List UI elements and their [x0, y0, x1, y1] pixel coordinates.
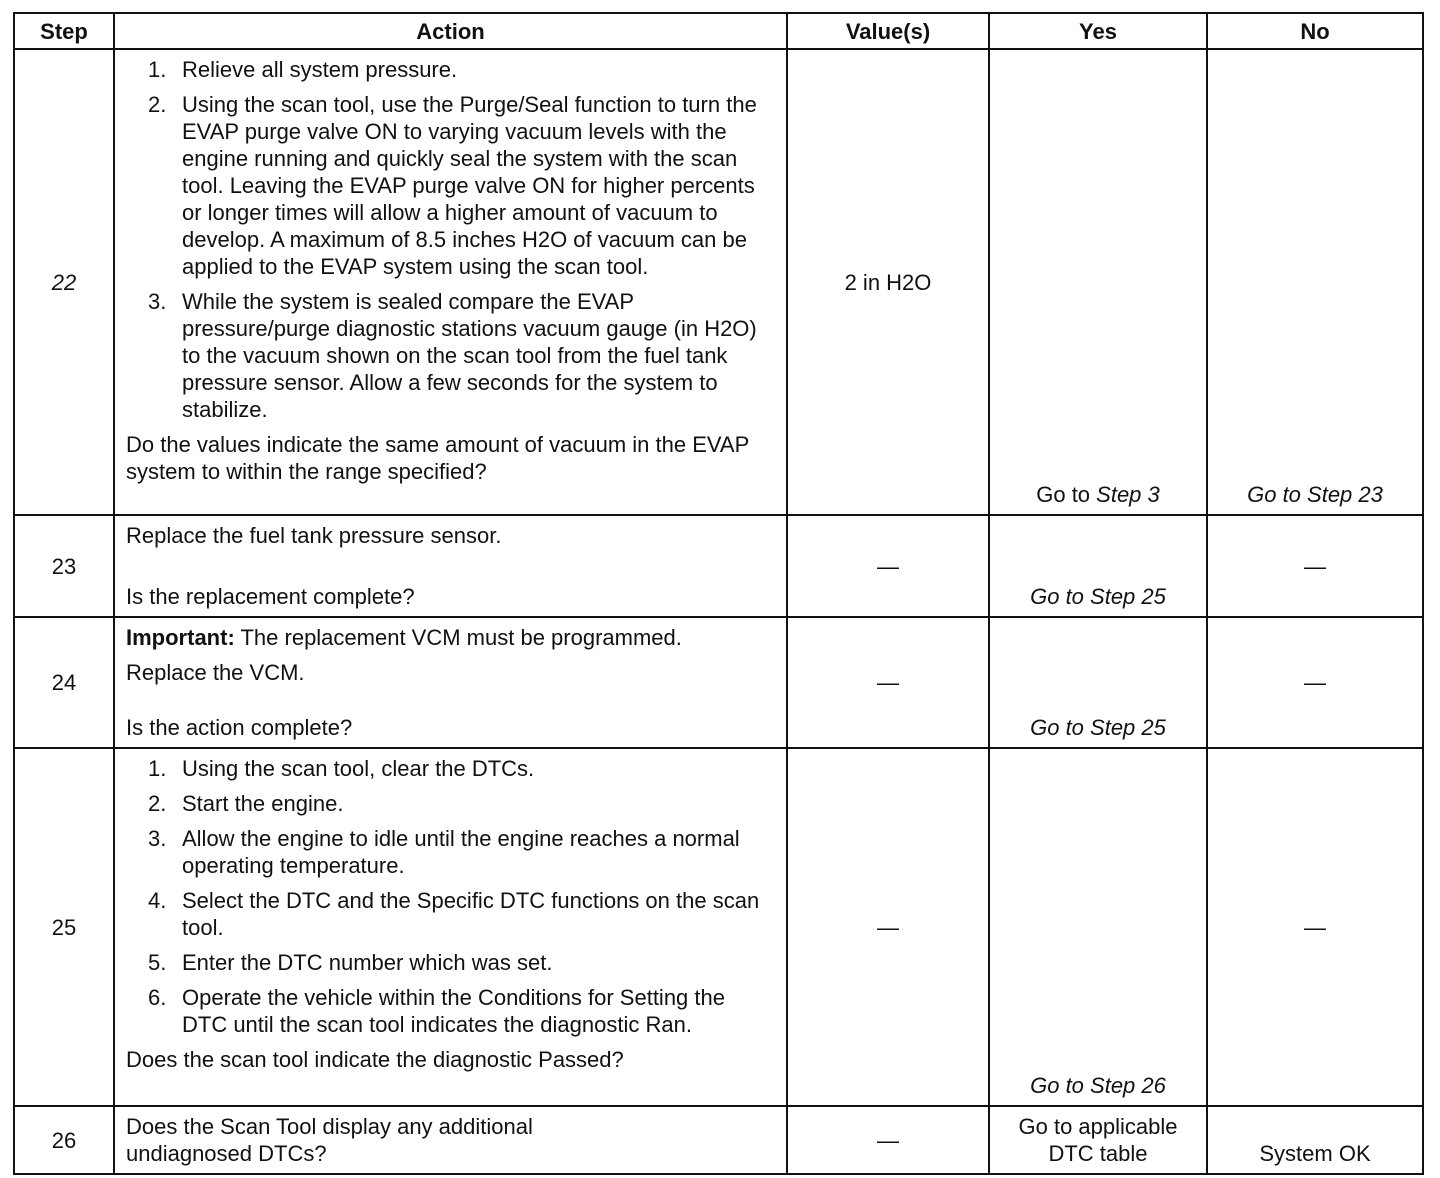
no-24: — — [1207, 617, 1423, 748]
question-25: Does the scan tool indicate the diagnostic Passed? — [126, 1047, 624, 1072]
table-row-23 — [14, 515, 1423, 617]
yes-23: Go to Step 25 — [989, 515, 1207, 617]
yes-22: Go to Step 3 — [989, 49, 1207, 515]
important-note: Important: The replacement VCM must be programmed. — [126, 625, 682, 650]
list-item: 2. Using the scan tool, use the Purge/Seal function to turn the EVAP purge valve ON to varying vacuum levels with the engine running and quickly seal the system with the scan tool. Leaving the EVAP purge valve ON for higher percents or longer times will allow a higher amount of vacuum to develop. A maximum of 8.5 inches H2O of vacuum can be applied to the EVAP system using the scan tool. — [148, 92, 757, 279]
step-26: 26 — [14, 1106, 114, 1174]
table-row-24 — [14, 617, 1423, 748]
list-item: 3. While the system is sealed compare the EVAP pressure/purge diagnostic stations vacuum gauge (in H2O) to the vacuum shown on the scan tool from the fuel tank pressure sensor. Allow a few seconds for the system to stabilize. — [148, 289, 757, 422]
action-list-25 — [126, 755, 776, 1038]
action-23 — [114, 515, 787, 617]
list-item: 1. Relieve all system pressure. — [148, 57, 458, 82]
action-text-23: Replace the fuel tank pressure sensor. — [126, 523, 502, 548]
list-item: 6. Operate the vehicle within the Conditions for Setting the DTC until the scan tool indicates the diagnostic Ran. — [148, 985, 725, 1037]
step-24: 24 — [14, 617, 114, 748]
header-step: Step — [14, 13, 114, 49]
list-item: 2. Start the engine. — [148, 791, 344, 816]
value-22: 2 in H2O — [787, 49, 989, 515]
header-values: Value(s) — [787, 13, 989, 49]
list-item: 1. Using the scan tool, clear the DTCs. — [148, 756, 535, 781]
yes-26: Go to applicable DTC table — [989, 1106, 1207, 1174]
table-row-26 — [14, 1106, 1423, 1174]
question-22: Do the values indicate the same amount of vacuum in the EVAP system to within the range specified? — [126, 432, 749, 484]
no-26: System OK — [1207, 1106, 1423, 1174]
header-yes: Yes — [989, 13, 1207, 49]
no-23: — — [1207, 515, 1423, 617]
header-no: No — [1207, 13, 1423, 49]
action-25 — [114, 748, 787, 1106]
value-23: — — [787, 515, 989, 617]
no-25: — — [1207, 748, 1423, 1106]
question-23: Is the replacement complete? — [126, 584, 415, 609]
list-item: 3. Allow the engine to idle until the engine reaches a normal operating temperature. — [148, 826, 740, 878]
table-row-22 — [14, 49, 1423, 515]
action-22 — [114, 49, 787, 515]
table-row-25 — [14, 748, 1423, 1106]
action-24 — [114, 617, 787, 748]
action-list-22 — [126, 56, 776, 423]
yes-24: Go to Step 25 — [989, 617, 1207, 748]
question-24: Is the action complete? — [126, 715, 353, 740]
step-22: 22 — [14, 49, 114, 515]
list-item: 5. Enter the DTC number which was set. — [148, 950, 553, 975]
step-23: 23 — [14, 515, 114, 617]
header-action: Action — [114, 13, 787, 49]
diagnostic-table — [13, 12, 1424, 1175]
value-26: — — [787, 1106, 989, 1174]
value-25: — — [787, 748, 989, 1106]
header-row — [14, 13, 1423, 49]
no-22: Go to Step 23 — [1207, 49, 1423, 515]
value-24: — — [787, 617, 989, 748]
list-item: 4. Select the DTC and the Specific DTC functions on the scan tool. — [148, 888, 760, 940]
yes-25: Go to Step 26 — [989, 748, 1207, 1106]
action-26: Does the Scan Tool display any additional undiagnosed DTCs? — [114, 1106, 787, 1174]
step-25: 25 — [14, 748, 114, 1106]
action-text-24: Replace the VCM. — [126, 660, 305, 685]
